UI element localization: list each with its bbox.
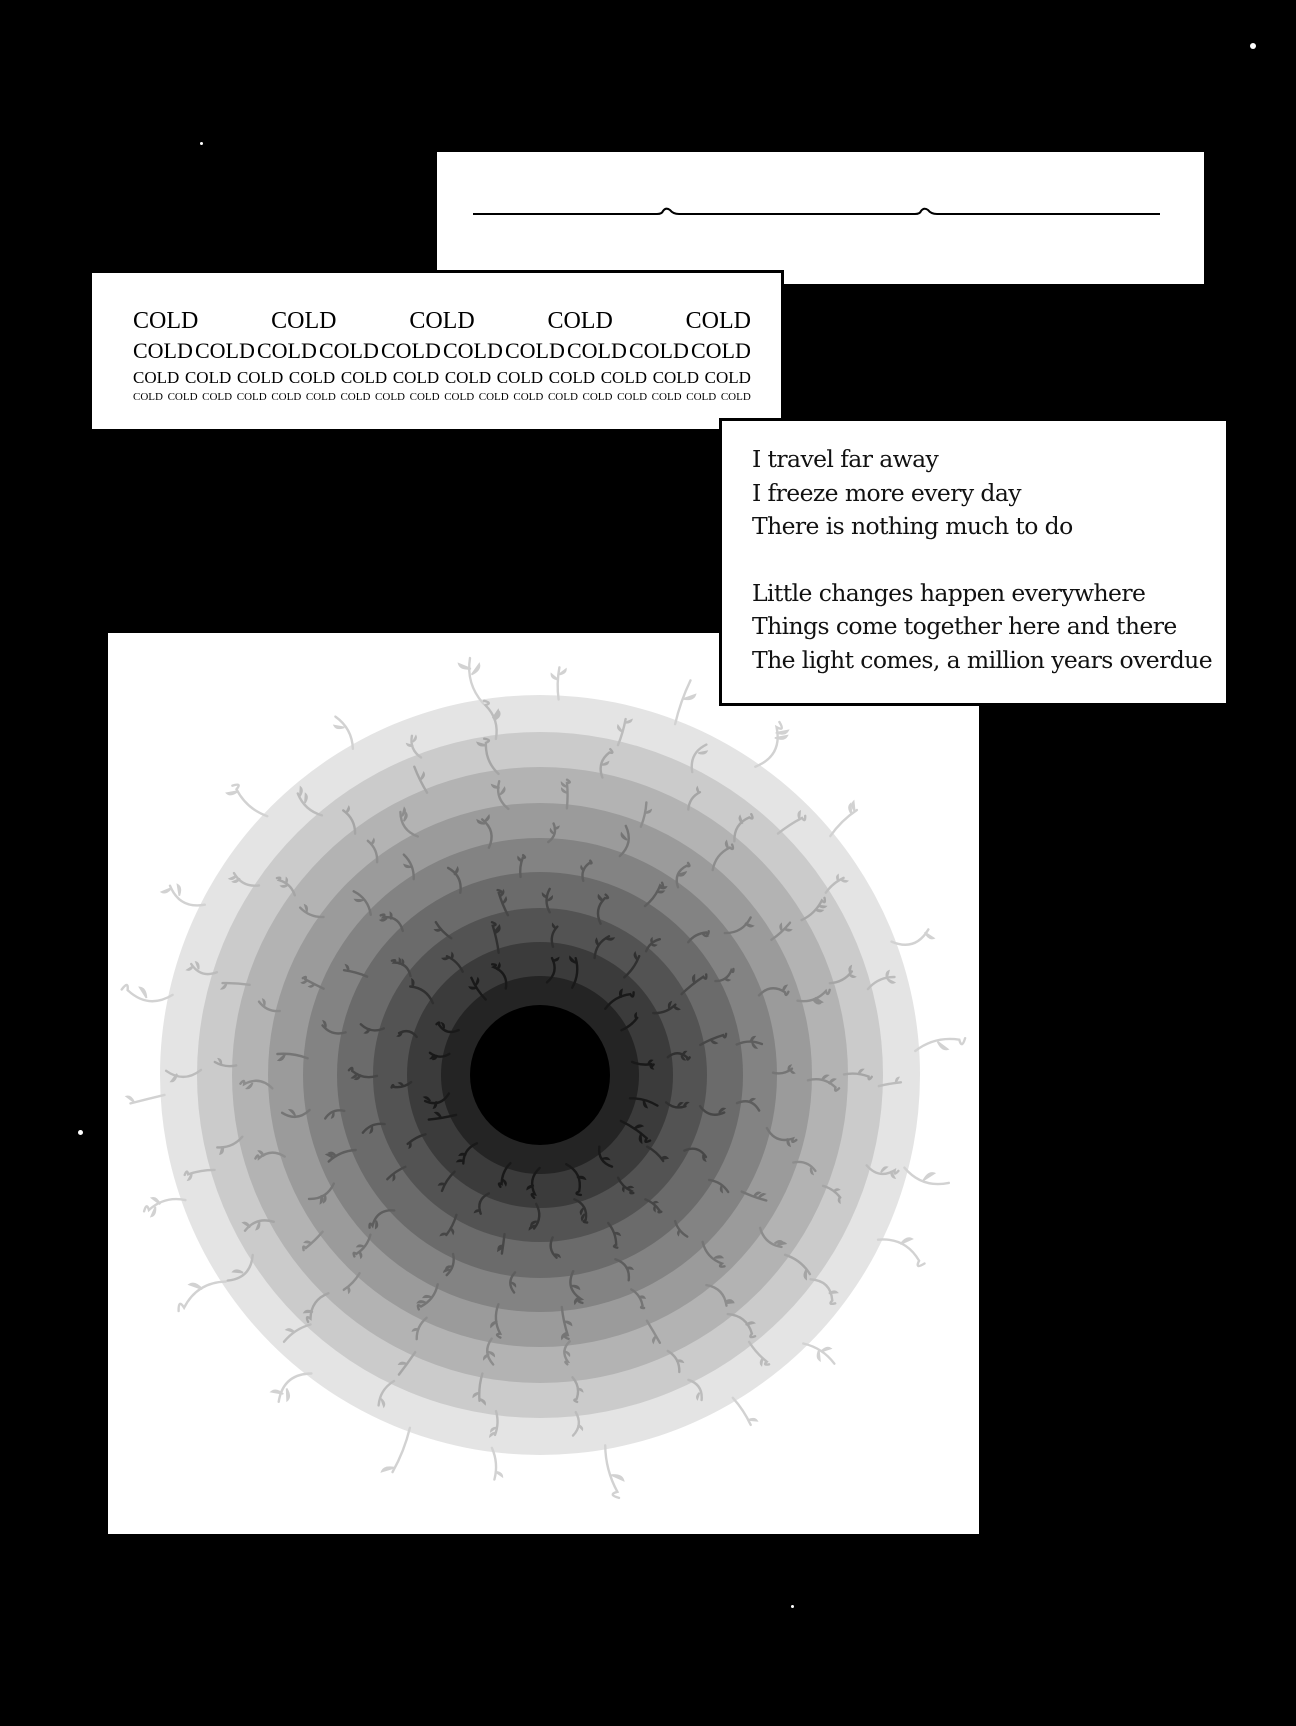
sprout [144, 1198, 185, 1217]
cold-word: COLD [257, 338, 317, 363]
cold-text-panel [89, 270, 784, 432]
cold-word: COLD [478, 391, 509, 403]
sprout [803, 1344, 834, 1364]
cold-word: COLD [340, 391, 371, 403]
sprout [551, 667, 566, 699]
poem-line: There is nothing much to do [752, 512, 1073, 540]
cold-word: COLD [271, 391, 302, 403]
sprout [459, 658, 483, 703]
cold-word: COLD [629, 338, 689, 363]
cold-word: COLD [409, 391, 440, 403]
cold-word: COLD [685, 308, 751, 334]
sprout [675, 680, 695, 724]
cold-word: COLD [167, 391, 198, 403]
poem-line: I travel far away [752, 445, 939, 473]
cold-word: COLD [720, 391, 751, 403]
cold-word: COLD [340, 368, 388, 387]
sprout [179, 1282, 226, 1312]
cold-word: COLD [652, 368, 699, 387]
sprout [271, 1374, 311, 1402]
cold-word: COLD [184, 368, 232, 387]
poem-panel [719, 418, 1229, 706]
cold-word: COLD [381, 338, 441, 363]
cold-word: COLD [133, 308, 199, 334]
poem-stanza-1 [752, 443, 1226, 544]
poem-line: The light comes, a million years overdue [752, 645, 1212, 674]
cold-row-1 [133, 307, 751, 335]
cold-word: COLD [617, 391, 648, 403]
cold-word: COLD [651, 391, 682, 403]
sprout [334, 717, 353, 749]
sprout [127, 1095, 165, 1104]
cold-word: COLD [600, 368, 647, 387]
cold-word: COLD [319, 338, 379, 363]
ring-10 [470, 1005, 610, 1145]
cold-word: COLD [236, 368, 284, 387]
poem-line: I freeze more every day [752, 478, 1021, 507]
sprout [382, 1428, 410, 1472]
cold-word: COLD [133, 338, 193, 363]
star [78, 1130, 83, 1135]
cold-word: COLD [305, 391, 336, 403]
cold-word: COLD [686, 391, 717, 403]
sprout [904, 1168, 948, 1184]
poem-line: Little changes happen everywhere [752, 578, 1146, 607]
cold-word: COLD [548, 368, 596, 387]
star [791, 1605, 794, 1608]
cold-word: COLD [288, 368, 336, 387]
sprout [733, 1398, 757, 1425]
sprout [605, 1445, 623, 1498]
cold-word: COLD [567, 338, 627, 363]
cold-row-3 [133, 367, 751, 388]
cold-word: COLD [582, 391, 613, 403]
waveform-line [437, 152, 1204, 284]
cold-word: COLD [444, 368, 492, 387]
sprout [227, 785, 267, 817]
sprout [878, 1238, 925, 1266]
cold-word: COLD [444, 391, 475, 403]
sprout [892, 929, 934, 944]
cold-word: COLD [133, 391, 163, 403]
cold-word: COLD [133, 368, 180, 387]
cold-row-2 [133, 338, 751, 364]
cold-word: COLD [392, 368, 440, 387]
cold-word: COLD [496, 368, 544, 387]
cold-row-4 [133, 391, 751, 404]
poem-line: Things come together here and there [752, 612, 1177, 640]
cold-word: COLD [375, 391, 405, 403]
cold-word: COLD [547, 308, 613, 334]
cold-word: COLD [691, 338, 751, 363]
concentric-rings-artwork [108, 633, 979, 1534]
waveform-panel [437, 152, 1204, 284]
cold-word: COLD [547, 391, 578, 403]
cold-word: COLD [505, 338, 565, 363]
cold-word: COLD [409, 308, 475, 334]
cold-word: COLD [443, 338, 503, 363]
cold-word: COLD [236, 391, 267, 403]
sprout [915, 1038, 965, 1051]
poem-stanza-2 [752, 577, 1226, 678]
cold-word: COLD [202, 391, 233, 403]
cold-word: COLD [271, 308, 337, 334]
star [200, 142, 203, 145]
sprout [755, 722, 788, 767]
sprout [122, 985, 173, 1001]
sprout [830, 801, 857, 836]
sprout [162, 885, 205, 906]
cold-word: COLD [704, 368, 751, 387]
cold-word: COLD [513, 391, 544, 403]
rings-illustration [108, 633, 979, 1534]
cold-word: COLD [195, 338, 255, 363]
star [1250, 43, 1256, 49]
